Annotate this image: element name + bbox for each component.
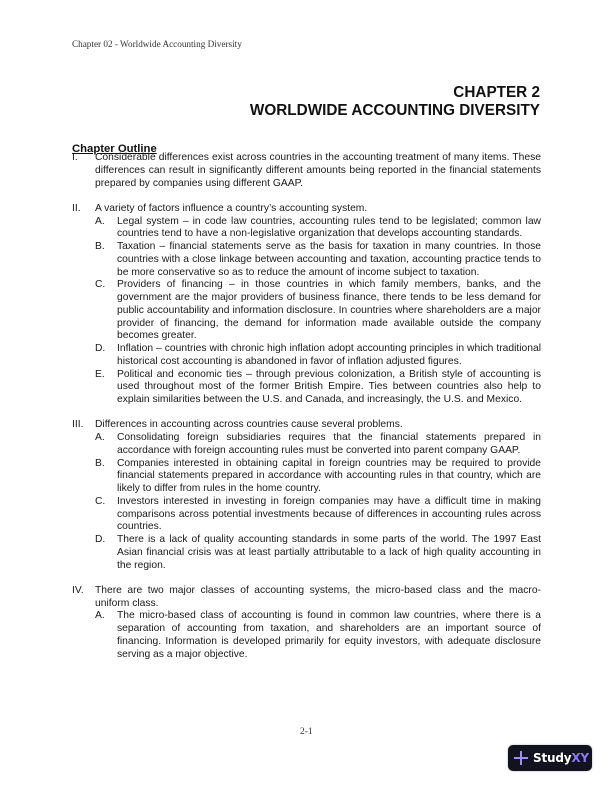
outline-heading: Chapter Outline (72, 143, 157, 155)
subitem-letter: B. (95, 457, 105, 469)
subitem-letter: C. (95, 279, 106, 291)
section-numeral: I. (72, 152, 78, 163)
running-header: Chapter 02 - Worldwide Accounting Diversity (72, 39, 242, 49)
outline-subitem (95, 279, 541, 343)
badge-label-main: Study (533, 751, 572, 765)
section-numeral: II. (72, 202, 81, 214)
outline-subitem (95, 610, 541, 661)
page-number: 2-1 (300, 727, 313, 737)
outline-subitem (95, 496, 541, 534)
section-numeral: IV. (72, 584, 84, 596)
chapter-number: CHAPTER 2 (453, 84, 540, 101)
outline-section (72, 419, 541, 572)
subitem-letter: C. (95, 495, 106, 507)
outline-subitem (95, 369, 541, 407)
outline-subitem (95, 343, 541, 369)
section-numeral: III. (72, 419, 84, 431)
subitem-text: Companies interested in obtaining capital in foreign countries may be required to provide financial statements prepared in accordance with accounting rules in that country, which are likely to differ from rules in the home country. (117, 457, 541, 494)
chapter-name: WORLDWIDE ACCOUNTING DIVERSITY (249, 102, 540, 119)
chapter-outline (72, 152, 541, 661)
outline-subitem (95, 241, 541, 279)
subitem-text: Providers of financing – in those countries in which family members, banks, and the government are the major providers of business finance, there tends to be less demand for public accountability and information disclosure. In countries where shareholders are a major provider of financing, the demand for information made available outside the company becomes greater. (117, 279, 541, 342)
section-text: Considerable differences exist across countries in the accounting treatment of many items. These differences can result in significantly different amounts being reported in the financial statements prepared by companies using different GAAP. (95, 152, 541, 189)
plus-icon (514, 751, 528, 765)
subitem-text: Political and economic ties – through previous colonization, a British style of accounting is used throughout most of the former British Empire. Ties between countries also help to explain similarities between the U.S. and Canada, and increasingly, the U.S. and Mexico. (117, 368, 541, 405)
outline-subitem (95, 534, 541, 572)
subitem-text: Taxation – financial statements serve as the basis for taxation in many countries. In those countries with a close linkage between accounting and taxation, accounting practice tends to be more conservative so as to reduce the amount of income subject to taxation. (117, 241, 541, 278)
outline-section (72, 585, 541, 662)
chapter-title (250, 84, 540, 120)
subitem-letter: D. (95, 534, 106, 545)
section-text: Differences in accounting across countries cause several problems. (95, 419, 403, 431)
subitem-text: Inflation – countries with chronic high inflation adopt accounting principles in which traditional historical cost accounting is abandoned in favor of inflation adjusted figures. (117, 343, 541, 367)
subitem-letter: A. (95, 432, 105, 443)
subitem-text: Consolidating foreign subsidiaries requires that the financial statements prepared in accordance with foreign accounting rules must be converted into parent company GAAP. (117, 432, 541, 456)
subitem-letter: E. (95, 368, 105, 380)
section-text: There are two major classes of accounting systems, the micro-based class and the macro-uniform class. (95, 584, 541, 609)
subitem-letter: B. (95, 241, 105, 252)
subitem-text: Legal system – in code law countries, accounting rules tend to be legislated; common law countries tend to have a non-legislative organization that develops accounting standards. (117, 215, 541, 240)
subitem-letter: A. (95, 610, 105, 622)
outline-subitem (95, 458, 541, 496)
subitem-text: There is a lack of quality accounting standards in some parts of the world. The 1997 East Asian financial crisis was at least partially attributable to a lack of high quality accounting in the region. (117, 534, 541, 571)
badge-label (533, 751, 589, 765)
outline-section (72, 203, 541, 407)
subitem-letter: D. (95, 343, 106, 354)
outline-subitem (95, 432, 541, 458)
section-text: A variety of factors influence a country’s accounting system. (95, 202, 368, 214)
subitem-letter: A. (95, 215, 105, 227)
outline-subitem (95, 216, 541, 242)
studyxy-badge[interactable] (508, 745, 592, 771)
subitem-text: Investors interested in investing in foreign companies may have a difficult time in making comparisons across potential investments because of differences in accounting rules across countries. (117, 495, 541, 533)
outline-section (72, 152, 541, 190)
badge-label-accent: XY (571, 751, 589, 765)
subitem-text: The micro-based class of accounting is found in common law countries, where there is a separation of accounting from taxation, and shareholders are an important source of financing. Information is developed primarily for equity investors, with adequate disclosure serving as a major objective. (117, 610, 541, 660)
